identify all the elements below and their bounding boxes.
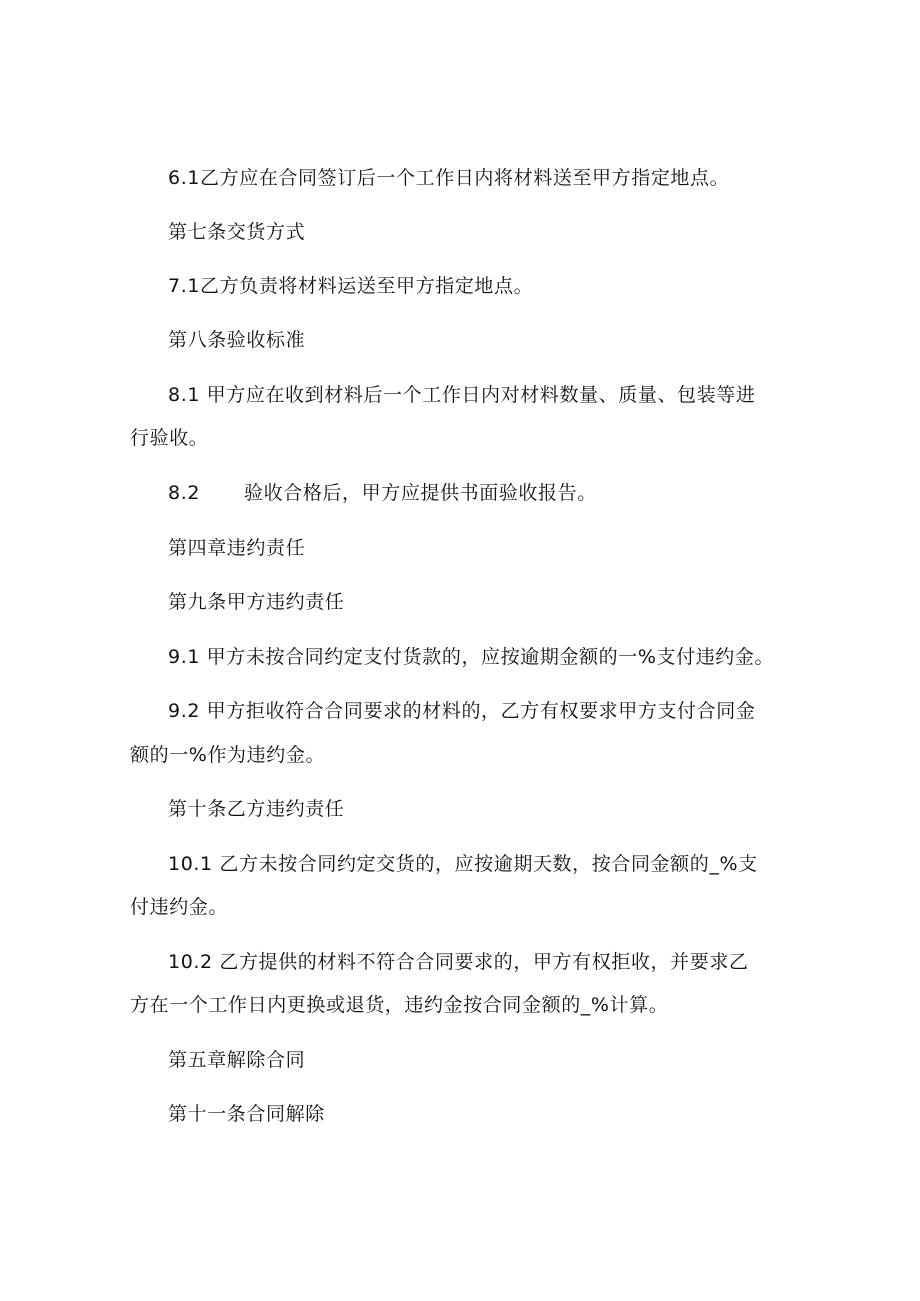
article-11-heading: 第十一条合同解除 [168, 1103, 325, 1125]
clause-10-1-continued: 付违约金。 [130, 896, 229, 918]
clause-8-2 [168, 481, 597, 505]
clause-9-2-continued: 额的一%作为违约金。 [130, 744, 326, 766]
clause-10-2-continued: 方在一个工作日内更换或退货，违约金按合同金额的_%计算。 [130, 994, 669, 1016]
clause-10-2: 10.2 乙方提供的材料不符合合同要求的，甲方有权拒收，并要求乙 [168, 951, 749, 973]
chapter-4-heading: 第四章违约责任 [168, 537, 306, 559]
clause-8-1-continued: 行验收。 [130, 427, 209, 449]
clause-9-2: 9.2 甲方拒收符合合同要求的材料的，乙方有权要求甲方支付合同金 [168, 700, 756, 722]
article-8-heading: 第八条验收标准 [168, 329, 306, 351]
clause-9-1: 9.1 甲方未按合同约定支付货款的，应按逾期金额的一%支付违约金。 [168, 646, 775, 668]
article-9-heading: 第九条甲方违约责任 [168, 591, 345, 613]
clause-8-1: 8.1 甲方应在收到材料后一个工作日内对材料数量、质量、包装等进 [168, 384, 756, 406]
clause-10-1: 10.1 乙方未按合同约定交货的，应按逾期天数，按合同金额的_%支 [168, 853, 758, 875]
article-10-heading: 第十条乙方违约责任 [168, 798, 345, 820]
chapter-5-heading: 第五章解除合同 [168, 1049, 306, 1071]
clause-7-1: 7.1乙方负责将材料运送至甲方指定地点。 [168, 275, 534, 297]
clause-8-2-number: 8.2 [168, 482, 201, 504]
clause-8-2-text: 验收合格后，甲方应提供书面验收报告。 [244, 482, 597, 504]
article-7-heading: 第七条交货方式 [168, 221, 306, 243]
clause-6-1: 6.1乙方应在合同签订后一个工作日内将材料送至甲方指定地点。 [168, 167, 730, 189]
